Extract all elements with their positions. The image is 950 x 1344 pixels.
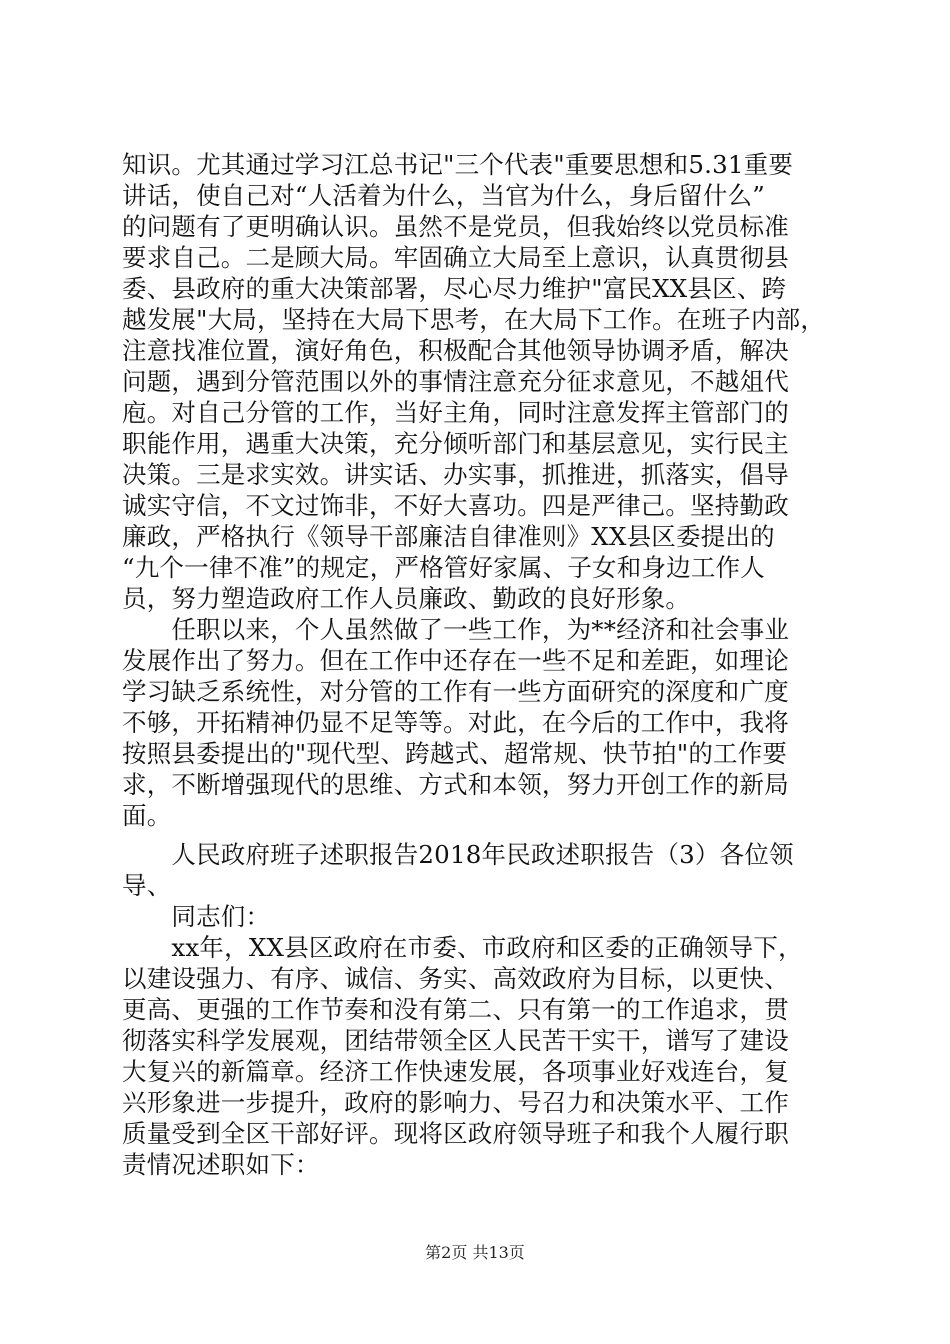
body-text-line: 庖。对自己分管的工作，当好主角，同时注意发挥主管部门的 bbox=[122, 398, 789, 427]
body-text-line: 面。 bbox=[122, 801, 172, 830]
page-number-footer: 第2页 共13页 bbox=[425, 1243, 525, 1262]
body-text-line: 大复兴的新篇章。经济工作快速发展，各项事业好戏连台，复 bbox=[122, 1057, 789, 1086]
body-text-line: 廉政，严格执行《领导干部廉洁自律准则》XX县区委提出的 bbox=[122, 522, 775, 551]
body-text-line: 任职以来，个人虽然做了一些工作，为**经济和社会事业 bbox=[122, 615, 790, 644]
body-text-line: xx年，XX县区政府在市委、市政府和区委的正确领导下， bbox=[122, 933, 803, 962]
body-text-line: 更高、更强的工作节奏和没有第二、只有第一的工作追求，贯 bbox=[122, 995, 789, 1024]
body-text-line: “九个一律不准”的规定，严格管好家属、子女和身边工作人 bbox=[122, 553, 765, 582]
body-text-line: 彻落实科学发展观，团结带领全区人民苦干实干，谱写了建设 bbox=[122, 1026, 789, 1055]
body-text-line: 兴形象进一步提升，政府的影响力、号召力和决策水平、工作 bbox=[122, 1088, 789, 1117]
body-text-line: 不够，开拓精神仍显不足等等。对此，在今后的工作中，我将 bbox=[122, 708, 789, 737]
body-text-line: 注意找准位置，演好角色，积极配合其他领导协调矛盾，解决 bbox=[122, 336, 789, 365]
body-text-line: 按照县委提出的"现代型、跨越式、超常规、快节拍"的工作要 bbox=[122, 739, 788, 768]
body-text-line: 越发展"大局，坚持在大局下思考，在大局下工作。在班子内部， bbox=[122, 305, 826, 334]
body-text-line: 的问题有了更明确认识。虽然不是党员，但我始终以党员标准 bbox=[122, 212, 789, 241]
salutation-line: 同志们： bbox=[122, 902, 271, 931]
body-text-line: 学习缺乏系统性，对分管的工作有一些方面研究的深度和广度 bbox=[122, 677, 789, 706]
section-heading-line: 人民政府班子述职报告2018年民政述职报告（3）各位领 bbox=[122, 840, 794, 869]
body-text-line: 决策。三是求实效。讲实话、办实事，抓推进，抓落实，倡导 bbox=[122, 460, 789, 489]
body-text-line: 责情况述职如下： bbox=[122, 1150, 320, 1179]
body-text-line: 职能作用，遇重大决策，充分倾听部门和基层意见，实行民主 bbox=[122, 429, 789, 458]
body-text-line: 员，努力塑造政府工作人员廉政、勤政的良好形象。 bbox=[122, 584, 691, 613]
body-text-line: 发展作出了努力。但在工作中还存在一些不足和差距，如理论 bbox=[122, 646, 789, 675]
body-text-line: 质量受到全区干部好评。现将区政府领导班子和我个人履行职 bbox=[122, 1119, 789, 1148]
body-text-line: 求，不断增强现代的思维、方式和本领，努力开创工作的新局 bbox=[122, 770, 789, 799]
section-heading-line: 导、 bbox=[122, 871, 172, 900]
body-text-line: 问题，遇到分管范围以外的事情注意充分征求意见，不越俎代 bbox=[122, 367, 789, 396]
body-text-line: 知识。尤其通过学习江总书记"三个代表"重要思想和5.31重要 bbox=[122, 150, 794, 179]
body-text-line: 诚实守信，不文过饰非，不好大喜功。四是严律己。坚持勤政 bbox=[122, 491, 789, 520]
body-text-line: 讲话，使自己对“人活着为什么，当官为什么，身后留什么” bbox=[122, 181, 765, 210]
body-text-line: 要求自己。二是顾大局。牢固确立大局至上意识，认真贯彻县 bbox=[122, 243, 789, 272]
body-text-line: 委、县政府的重大决策部署，尽心尽力维护"富民XX县区、跨 bbox=[122, 274, 787, 303]
body-text-line: 以建设强力、有序、诚信、务实、高效政府为目标，以更快、 bbox=[122, 964, 789, 993]
